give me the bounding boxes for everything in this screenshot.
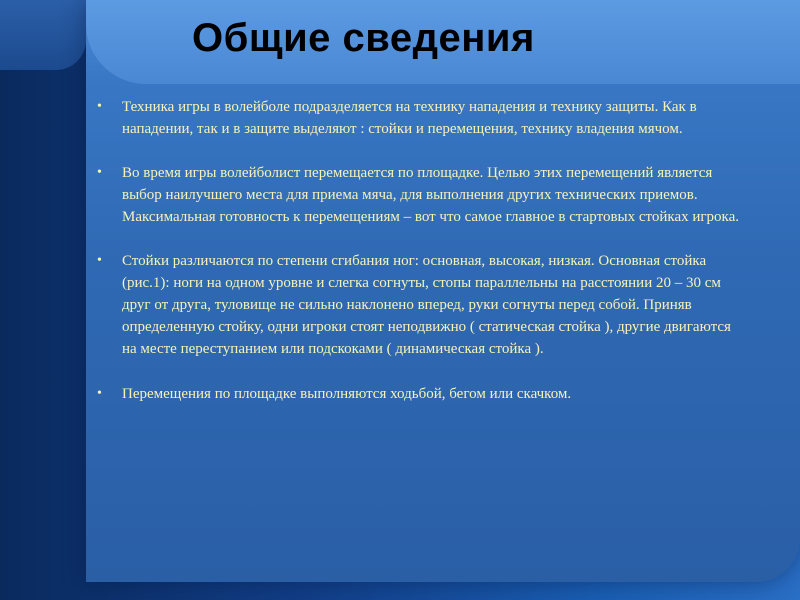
slide-body xyxy=(97,96,747,405)
bullet-text: Во время игры волейболист перемещается по площадке. Целью этих перемещений является выбор наилучшего места для приема мяча, для выполнения других технических приемов. xyxy=(122,165,713,203)
bullet-marker: • xyxy=(97,165,102,180)
bullet-text: Стойки различаются по степени сгибания ног: основная, высокая, низкая. Основная стойка (рис.1): ноги на одном уровне и слегка согнуты, стопы параллельны на расстоянии 20 – 30 см друг от друга, туловище не сильно наклонено вперед, руки согнуты перед собой. Приняв определенную стойку, одни игроки стоят неподвижно ( статическая стойка ), другие двигаются на месте переступанием или подскоками ( динамическая стойка ). xyxy=(122,253,731,357)
bullet-marker: • xyxy=(97,99,102,114)
bullet-item xyxy=(97,96,747,140)
continuation-paragraph xyxy=(97,206,747,228)
bullet-text: Перемещения по площадке выполняются ходьбой, бегом или скачком. xyxy=(122,386,572,402)
bullet-item xyxy=(97,383,747,405)
continuation-text: Максимальная готовность к перемещениям – вот что самое главное в стартовых стойках игрока. xyxy=(122,209,740,225)
bullet-marker: • xyxy=(97,253,102,268)
slide-title: Общие сведения xyxy=(192,16,535,60)
bullet-item xyxy=(97,162,747,206)
bullet-marker: • xyxy=(97,386,102,401)
bullet-item xyxy=(97,250,747,360)
slide-corner-decoration xyxy=(0,0,86,70)
bullet-text: Техника игры в волейболе подразделяется на технику нападения и технику защиты. Как в нападении, так и в защите выделяют : стойки и перемещения, технику владения мячом. xyxy=(122,99,697,137)
